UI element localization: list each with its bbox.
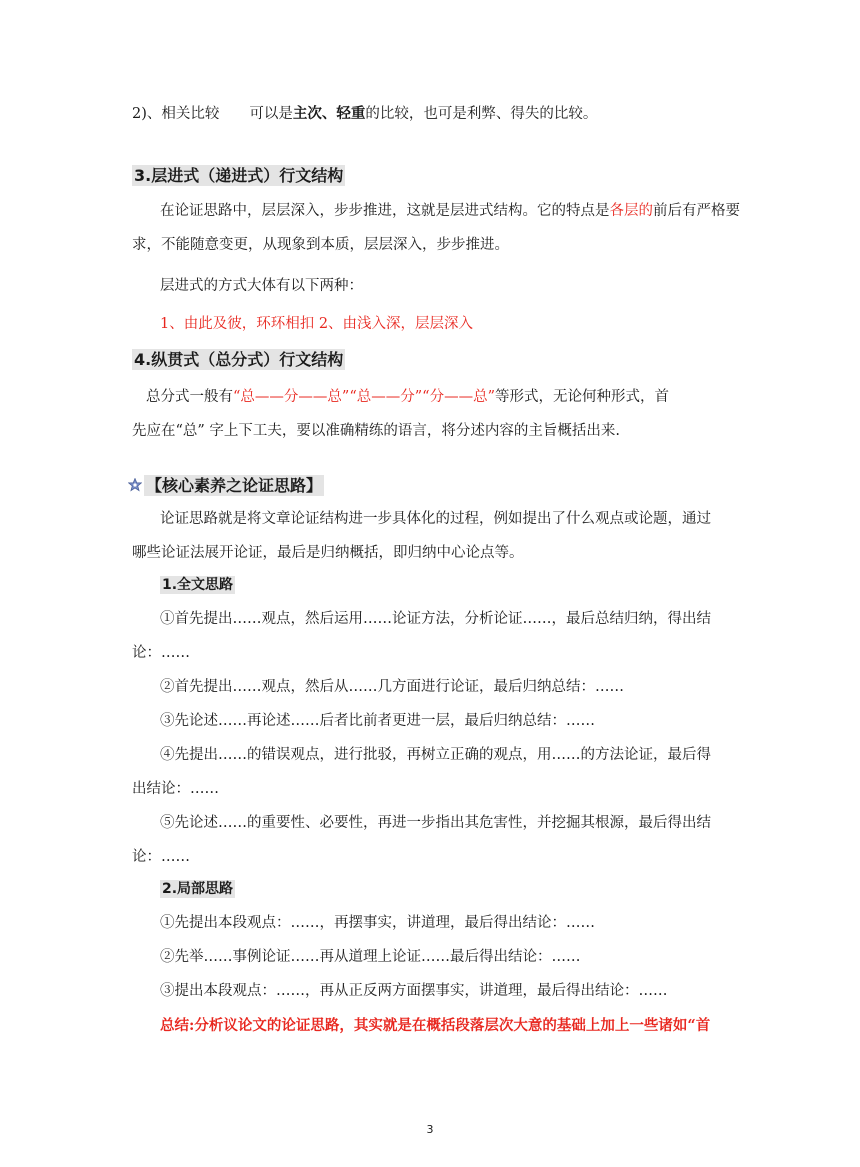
full-approach-item-5-cont: 论：……: [132, 849, 190, 865]
section-3-heading: 3.层进式（递进式）行文结构: [134, 166, 344, 185]
local-approach-item-1: ①先提出本段观点：……，再摆事实，讲道理，最后得出结论：……: [160, 915, 595, 931]
core-intro-line-2: 哪些论证法展开论证，最后是归纳概括，即归纳中心论点等。: [132, 545, 524, 561]
item-related-comparison: 2)、相关比较 可以是主次、轻重的比较，也可是利弊、得失的比较。: [132, 105, 598, 122]
full-approach-item-2: ②首先提出……观点，然后从……几方面进行论证，最后归纳总结：……: [160, 679, 624, 695]
subheading-local-approach: 2.局部思路: [162, 881, 234, 897]
section-3-paragraph-1: 在论证思路中，层层深入，步步推进，这就是层进式结构。它的特点是各层的前后有严格要: [160, 203, 740, 219]
star-bullet-icon: [128, 478, 142, 492]
core-literacy-heading: 【核心素养之论证思路】: [128, 476, 728, 496]
full-approach-item-4: ④先提出……的错误观点，进行批驳，再树立正确的观点，用……的方法论证，最后得: [160, 747, 711, 763]
full-approach-item-4-cont: 出结论：……: [132, 781, 219, 797]
local-approach-item-2: ②先举……事例论证……再从道理上论证……最后得出结论：……: [160, 949, 581, 965]
core-intro-line-1: 论证思路就是将文章论证结构进一步具体化的过程，例如提出了什么观点或论题，通过: [160, 511, 711, 527]
section-4-heading: 4.纵贯式（总分式）行文结构: [134, 350, 344, 369]
full-approach-item-1-cont: 论：……: [132, 645, 190, 661]
full-approach-item-3: ③先论述……再论述……后者比前者更进一层，最后归纳总结：……: [160, 713, 595, 729]
section-4-paragraph-1-cont: 先应在“总” 字上下工夫，要以准确精练的语言，将分述内容的主旨概括出来.: [132, 423, 621, 439]
section-4-paragraph-1: 总分式一般有“总——分——总”“总——分”“分——总”等形式，无论何种形式，首: [146, 389, 669, 405]
section-3-paragraph-3: 1、由此及彼，环环相扣 2、由浅入深，层层深入: [160, 316, 474, 332]
full-approach-item-5: ⑤先论述……的重要性、必要性，再进一步指出其危害性，并挖掘其根源，最后得出结: [160, 815, 711, 831]
section-3-paragraph-1-cont: 求，不能随意变更，从现象到本质，层层深入，步步推进。: [132, 237, 509, 253]
subheading-full-text-approach: 1.全文思路: [162, 577, 234, 593]
local-approach-item-3: ③提出本段观点：……，再从正反两方面摆事实，讲道理，最后得出结论：……: [160, 983, 668, 999]
page-number: 3: [426, 1123, 434, 1136]
section-3-paragraph-2: 层进式的方式大体有以下两种：: [160, 278, 363, 294]
full-approach-item-1: ①首先提出……观点，然后运用……论证方法，分析论证……，最后总结归纳，得出结: [160, 611, 711, 627]
summary-line: 总结:分析议论文的论证思路，其实就是在概括段落层次大意的基础上加上一些诸如“首: [160, 1017, 711, 1034]
